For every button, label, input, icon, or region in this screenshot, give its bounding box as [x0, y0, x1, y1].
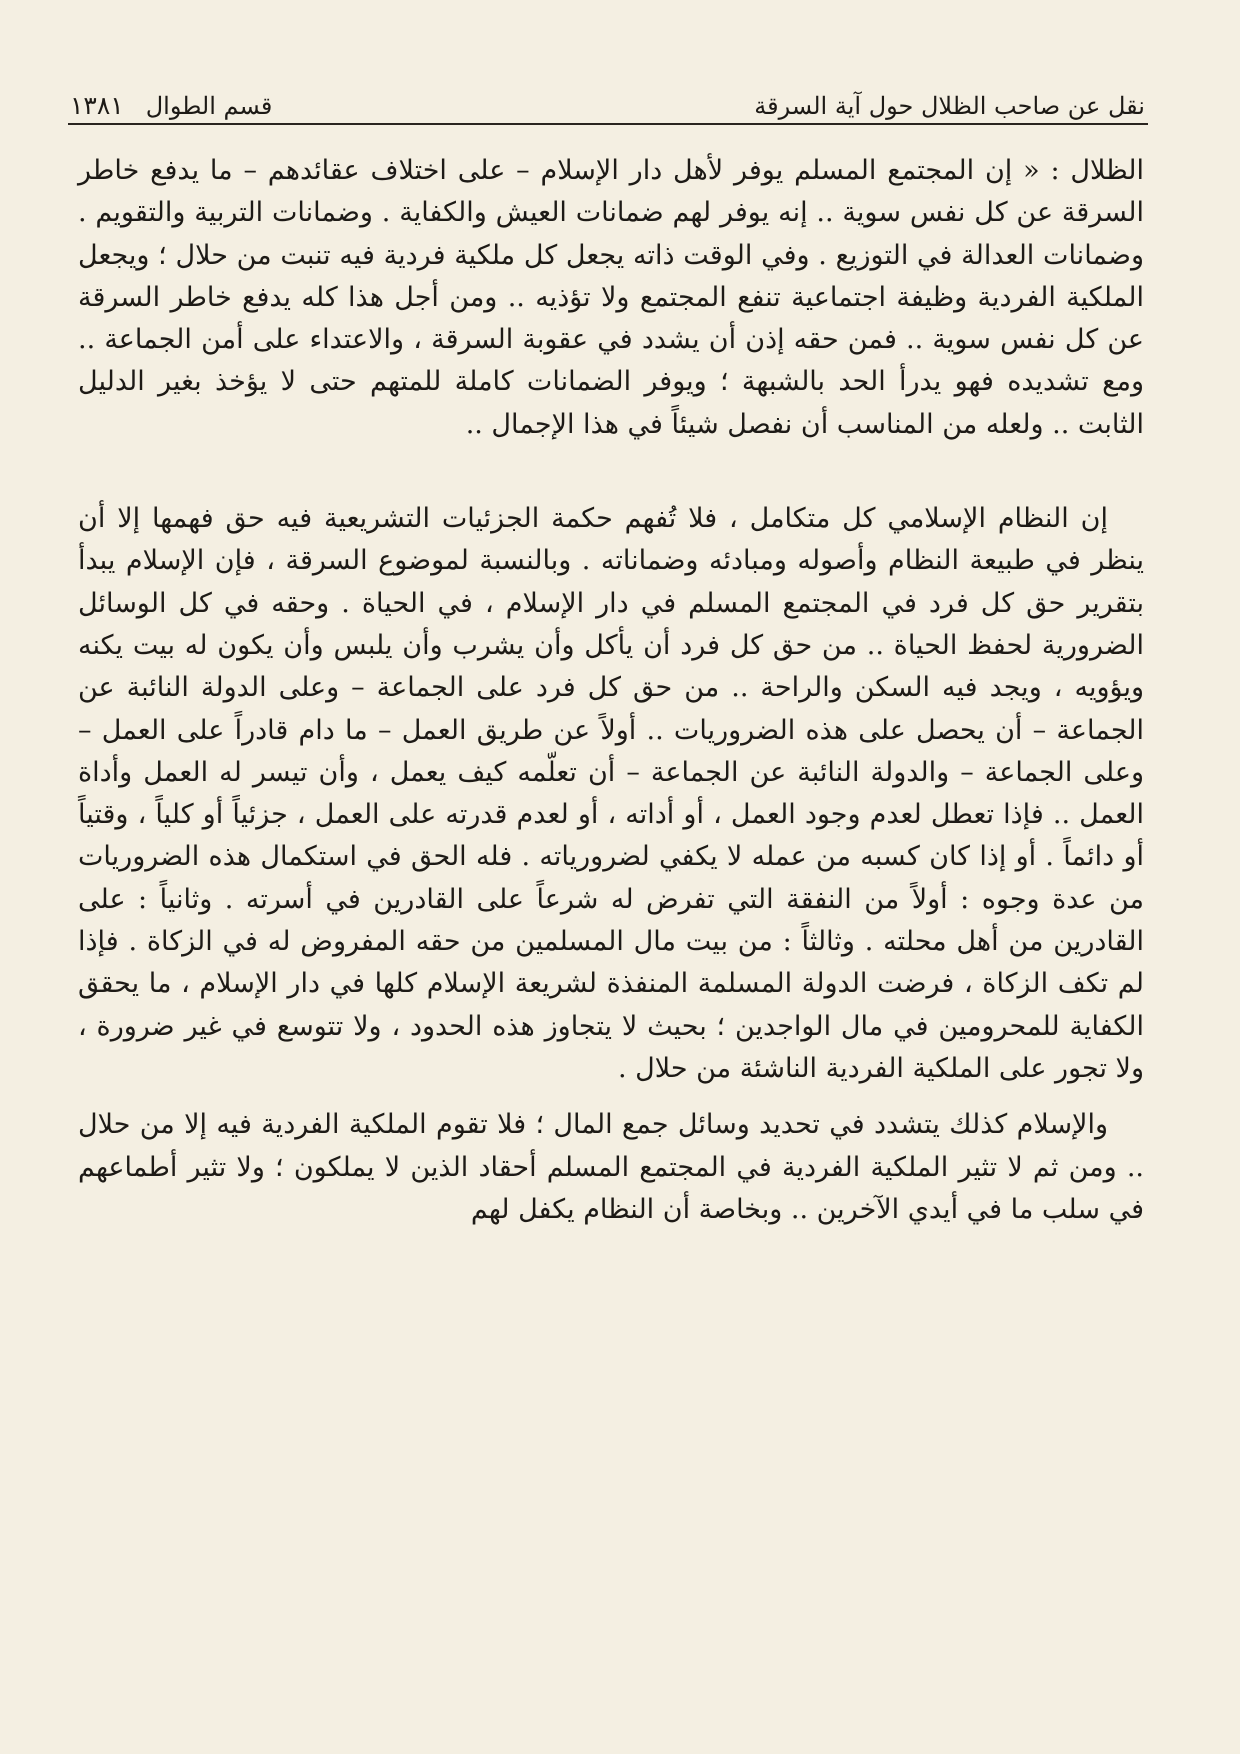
paragraph-2: إن النظام الإسلامي كل متكامل ، فلا تُفهم حكمة الجزئيات التشريعية فيه حق فهمها إلا أن ينظر في طبيعة النظام وأصوله ومبادئه وضماناته . وبالنسبة لموضوع السرقة ، فإن الإسلام يبدأ بتقرير حق كل فرد في المجتمع المسلم في دار الإسلام ، في الحياة . وحقه في كل الوسائل الضرورية لحفظ الحياة .. من حق كل فرد أن يأكل وأن يشرب وأن يلبس وأن يكون له بيت يكنه ويؤويه ، ويجد فيه السكن والراحة .. من حق كل فرد على الجماعة – وعلى الدولة النائبة عن الجماعة – أن يحصل على هذه الضروريات .. أولاً عن طريق العمل – ما دام قادراً على العمل – وعلى الجماعة – والدولة النائبة عن الجماعة – أن تعلّمه كيف يعمل ، وأن تيسر له العمل وأداة العمل .. فإذا تعطل لعدم وجود العمل ، أو أداته ، أو لعدم قدرته على العمل ، جزئياً أو كلياً ، وقتياً أو دائماً . أو إذا كان كسبه من عمله لا يكفي لضرورياته . فله الحق في استكمال هذه الضروريات من عدة وجوه : أولاً من النفقة التي تفرض له شرعاً على القادرين في أسرته . وثانياً : على القادرين من أهل محلته . وثالثاً : من بيت مال المسلمين من حقه المفروض له في الزكاة . فإذا لم تكف الزكاة ، فرضت الدولة المسلمة المنفذة لشريعة الإسلام كلها في دار الإسلام ، ما يحقق الكفاية للمحرومين في مال الواجدين ؛ بحيث لا يتجاوز هذه الحدود ، ولا تتوسع في غير ضرورة ، ولا تجور على الملكية الفردية الناشئة من حلال . — [78, 503, 1144, 1084]
paragraph-spacer — [78, 1090, 1144, 1104]
page-number: ١٣٨١ — [70, 91, 124, 120]
main-text — [78, 150, 1144, 1231]
header-section-name: قسم الطوال — [145, 92, 273, 120]
header-divider — [68, 123, 1148, 125]
paragraph-spacer — [78, 446, 1144, 498]
header-title: نقل عن صاحب الظلال حول آية السرقة — [754, 92, 1145, 120]
running-header — [70, 72, 1145, 122]
paragraph-1: الظلال : « إن المجتمع المسلم يوفر لأهل دار الإسلام – على اختلاف عقائدهم – ما يدفع خاطر السرقة عن كل نفس سوية .. إنه يوفر لهم ضمانات العيش والكفاية . وضمانات التربية والتقويم . وضمانات العدالة في التوزيع . وفي الوقت ذاته يجعل كل ملكية فردية فيه تنبت من حلال ؛ ويجعل الملكية الفردية وظيفة اجتماعية تنفع المجتمع ولا تؤذيه .. ومن أجل هذا كله يدفع خاطر السرقة عن كل نفس سوية .. فمن حقه إذن أن يشدد في عقوبة السرقة ، والاعتداء على أمن الجماعة .. ومع تشديده فهو يدرأ الحد بالشبهة ؛ ويوفر الضمانات كاملة للمتهم حتى لا يؤخذ بغير الدليل الثابت .. ولعله من المناسب أن نفصل شيئاً في هذا الإجمال .. — [78, 155, 1144, 440]
paragraph-3: والإسلام كذلك يتشدد في تحديد وسائل جمع المال ؛ فلا تقوم الملكية الفردية فيه إلا من حلال .. ومن ثم لا تثير الملكية الفردية في المجتمع المسلم أحقاد الذين لا يملكون ؛ ولا تثير أطماعهم في سلب ما في أيدي الآخرين .. وبخاصة أن النظام يكفل لهم — [78, 1109, 1144, 1225]
header-section-group — [70, 90, 272, 122]
